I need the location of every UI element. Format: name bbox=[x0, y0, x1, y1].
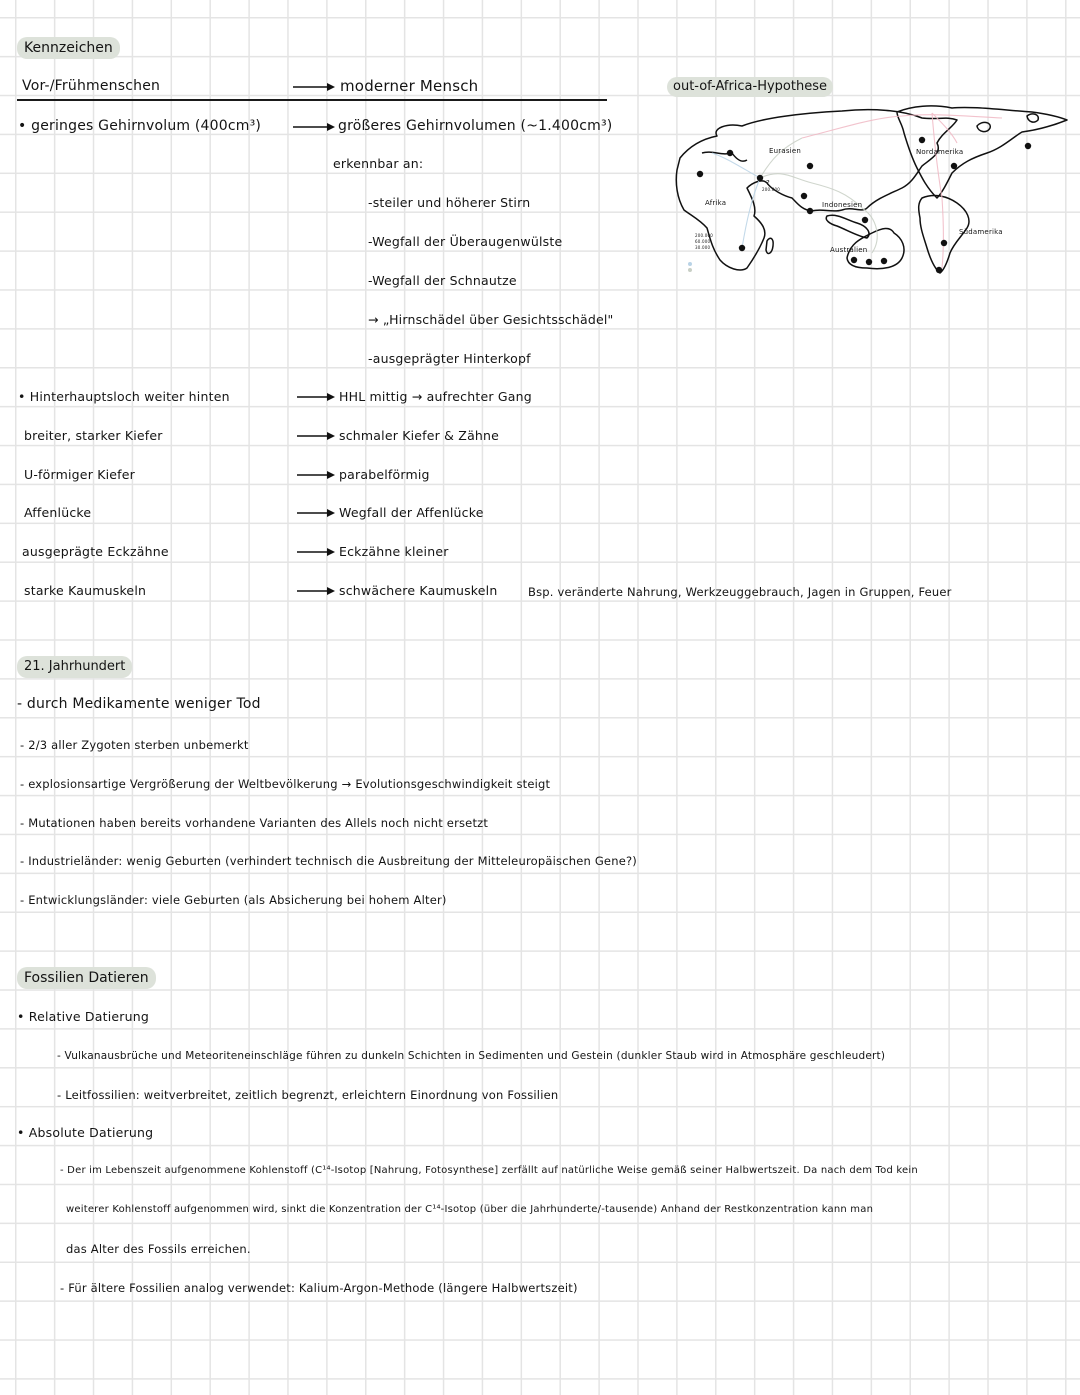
erkennbar-item-2: -Wegfall der Schnautze bbox=[368, 273, 517, 288]
map-label-indonesia: Indonesien bbox=[822, 201, 863, 209]
world-map-icon bbox=[672, 98, 1076, 274]
trait-right-0: größeres Gehirnvolumen (~1.400cm³) bbox=[338, 118, 613, 134]
map-label-africa: Afrika bbox=[705, 199, 727, 207]
reasons-note: Bsp. veränderte Nahrung, Werkzeuggebrauch, Jagen in Gruppen, Feuer bbox=[528, 585, 952, 599]
section-title-fossilien: Fossilien Datieren bbox=[17, 967, 156, 989]
arrow-right-icon bbox=[293, 121, 335, 133]
trait-left-4: Affenlücke bbox=[24, 505, 92, 520]
trait-right-6: schwächere Kaumuskeln bbox=[339, 583, 498, 598]
jahrhundert-item-2: - explosionsartige Vergrößerung der Weltbevölkerung → Evolutionsgeschwindigkeit steigt bbox=[20, 777, 551, 791]
jahrhundert-item-5: - Entwicklungsländer: viele Geburten (als Absicherung bei hohem Alter) bbox=[20, 893, 447, 907]
absolute-line-1: weiterer Kohlenstoff aufgenommen wird, sinkt die Konzentration der C¹⁴-Isotop (über die Jahrhunderte/-tausende) Anhand der Restkonzentration kann man bbox=[66, 1204, 874, 1215]
jahrhundert-item-3: - Mutationen haben bereits vorhandene Varianten des Allels noch nicht ersetzt bbox=[20, 816, 489, 830]
arrow-right-icon bbox=[297, 391, 335, 403]
section-title-jahrhundert: 21. Jahrhundert bbox=[17, 656, 132, 678]
absolute-line-3: - Für ältere Fossilien analog verwendet: Kalium-Argon-Methode (längere Halbwertszeit) bbox=[60, 1281, 578, 1295]
map-label-eurasia: Eurasien bbox=[769, 147, 801, 155]
map-label-origin-year: 200.000 bbox=[762, 187, 780, 192]
arrow-right-icon bbox=[297, 430, 335, 442]
relative-heading: • Relative Datierung bbox=[17, 1009, 149, 1024]
trait-left-0: • geringes Gehirnvolum (400cm³) bbox=[18, 118, 262, 134]
arrow-right-icon bbox=[293, 81, 335, 93]
relative-item-1: - Leitfossilien: weitverbreitet, zeitlich begrenzt, erleichtern Einordnung von Fossilien bbox=[57, 1088, 559, 1102]
header-divider bbox=[17, 99, 607, 101]
trait-right-3: parabelförmig bbox=[339, 467, 430, 482]
trait-left-6: starke Kaumuskeln bbox=[24, 583, 147, 598]
trait-right-5: Eckzähne kleiner bbox=[339, 544, 449, 559]
arrow-right-icon bbox=[297, 507, 335, 519]
column-header-left: Vor-/Frühmenschen bbox=[22, 78, 161, 94]
erkennbar-item-1: -Wegfall der Überaugenwülste bbox=[368, 234, 563, 249]
column-header-right: moderner Mensch bbox=[340, 77, 479, 95]
trait-left-3: U-förmiger Kiefer bbox=[24, 467, 136, 482]
absolute-heading: • Absolute Datierung bbox=[17, 1125, 154, 1140]
absolute-line-0: - Der im Lebenszeit aufgenommene Kohlenstoff (C¹⁴-Isotop [Nahrung, Fotosynthese] zerfällt auf natürliche Weise gemäß seiner Halbwertszeit. Da nach dem Tod kein bbox=[60, 1165, 918, 1176]
trait-right-4: Wegfall der Affenlücke bbox=[339, 505, 484, 520]
trait-right-2: schmaler Kiefer & Zähne bbox=[339, 428, 500, 443]
jahrhundert-item-4: - Industrieländer: wenig Geburten (verhindert technisch die Ausbreitung der Mitteleuropäischen Gene?) bbox=[20, 854, 637, 868]
jahrhundert-item-1: - 2/3 aller Zygoten sterben unbemerkt bbox=[20, 738, 249, 752]
relative-item-0: - Vulkanausbrüche und Meteoriteneinschläge führen zu dunkeln Schichten in Sedimenten und Gestein (dunkler Staub wird in Atmosphäre geschleudert) bbox=[57, 1050, 886, 1062]
map-legend-2: 30.000 bbox=[695, 245, 711, 250]
trait-left-2: breiter, starker Kiefer bbox=[24, 428, 163, 443]
arrow-right-icon bbox=[297, 585, 335, 597]
erkennbar-label: erkennbar an: bbox=[333, 156, 424, 171]
map-label-origin: ? bbox=[766, 179, 770, 187]
section-title-kennzeichen: Kennzeichen bbox=[17, 37, 120, 59]
trait-left-1: • Hinterhauptsloch weiter hinten bbox=[18, 389, 230, 404]
map-label-north-america: Nordamerika bbox=[916, 148, 964, 156]
map-label-australia: Australien bbox=[830, 246, 868, 254]
map-title: out-of-Africa-Hypothese bbox=[667, 77, 833, 97]
map-label-south-america: Südamerika bbox=[959, 228, 1003, 236]
arrow-right-icon bbox=[297, 546, 335, 558]
absolute-line-2: das Alter des Fossils erreichen. bbox=[66, 1242, 251, 1256]
map-legend-1: 60.000 bbox=[695, 239, 711, 244]
arrow-right-icon bbox=[297, 469, 335, 481]
trait-left-5: ausgeprägte Eckzähne bbox=[22, 544, 169, 559]
erkennbar-item-3: → „Hirnschädel über Gesichtsschädel" bbox=[368, 312, 614, 327]
jahrhundert-item-0: - durch Medikamente weniger Tod bbox=[17, 696, 261, 712]
map-legend-0: 200.000 bbox=[695, 233, 713, 238]
trait-right-1: HHL mittig → aufrechter Gang bbox=[339, 389, 532, 404]
erkennbar-item-4: -ausgeprägter Hinterkopf bbox=[368, 351, 531, 366]
out-of-africa-map bbox=[672, 98, 1076, 274]
erkennbar-item-0: -steiler und höherer Stirn bbox=[368, 195, 531, 210]
